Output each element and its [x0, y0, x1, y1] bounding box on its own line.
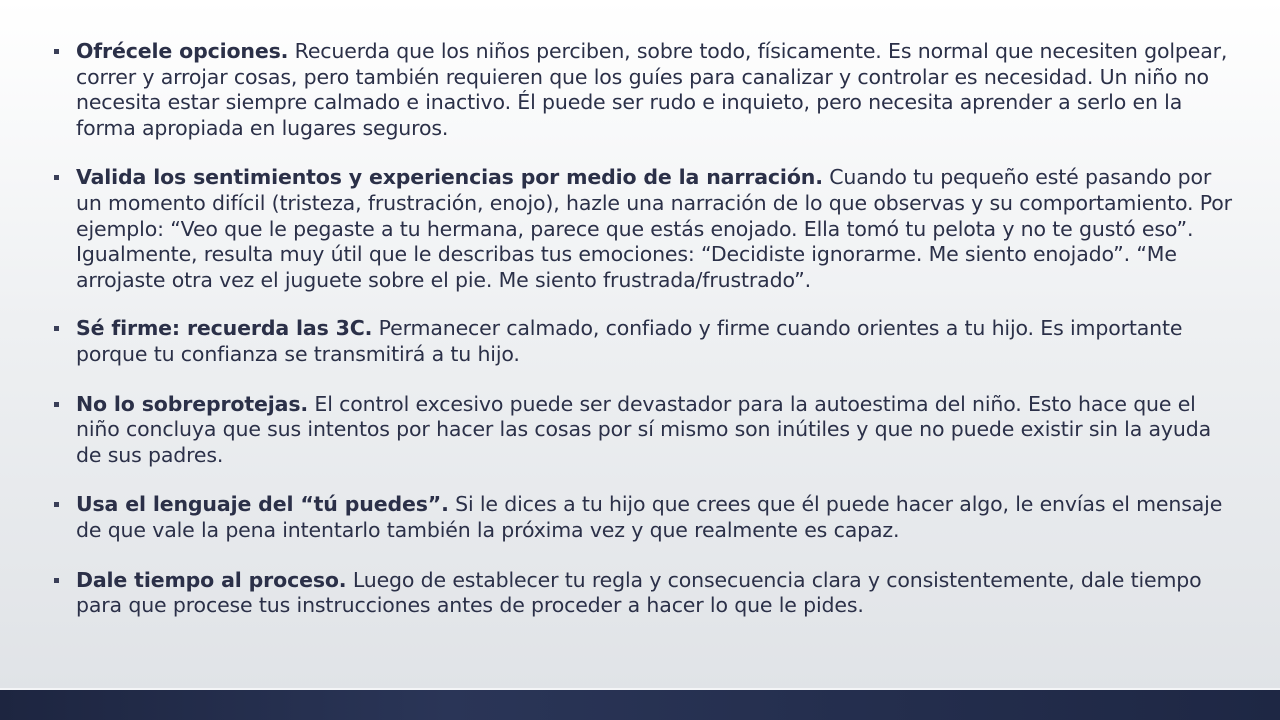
bullet-heading: Sé firme: recuerda las 3C. — [76, 316, 373, 341]
bullet-item-offer-options — [48, 39, 1238, 141]
square-bullet-icon — [54, 49, 59, 54]
bullet-heading: No lo sobreprotejas. — [76, 391, 309, 416]
bullet-text: Recuerda que los niños perciben, sobre todo, físicamente. Es normal que necesiten golpear, correr y arrojar cosas, pero también requieren que los guíes para canalizar y controlar es necesidad. Un niño no necesita estar siempre calmado e inactivo. Él puede ser rudo e inquieto, pero necesita aprender a serlo en la forma apropiada en lugares seguros. — [76, 39, 1228, 140]
bullet-item-be-firm — [48, 316, 1238, 367]
bullet-heading: Valida los sentimientos y experiencias por medio de la narración. — [76, 165, 823, 190]
bullet-heading: Dale tiempo al proceso. — [76, 567, 347, 592]
square-bullet-icon — [54, 326, 59, 331]
square-bullet-icon — [54, 578, 59, 583]
square-bullet-icon — [54, 175, 59, 180]
bullet-list — [48, 39, 1238, 643]
footer-bar — [0, 688, 1280, 720]
bullet-item-give-time — [48, 568, 1238, 619]
square-bullet-icon — [54, 502, 59, 507]
bullet-text: Si le dices a tu hijo que crees que él puede hacer algo, le envías el mensaje de que vale la pena intentarlo también la próxima vez y que realmente es capaz. — [76, 492, 1223, 542]
bullet-heading: Usa el lenguaje del “tú puedes”. — [76, 492, 449, 517]
bullet-item-you-can-language — [48, 492, 1238, 543]
bullet-text: El control excesivo puede ser devastador para la autoestima del niño. Esto hace que el niño concluya que sus intentos por hacer las cosas por sí mismo son inútiles y que no puede existir sin la ayuda de sus padres. — [76, 391, 1211, 467]
bullet-item-validate-feelings — [48, 165, 1238, 293]
square-bullet-icon — [54, 402, 59, 407]
bullet-text: Cuando tu pequeño esté pasando por un momento difícil (tristeza, frustración, enojo), hazle una narración de lo que observas y su comportamiento. Por ejemplo: “Veo que le pegaste a tu hermana, parece que estás enojado. Ella tomó tu pelota y no te gustó eso”. Igualmente, resulta muy útil que le describas tus emociones: “Decidiste ignorarme. Me siento enojado”. “Me arrojaste otra vez el juguete sobre el pie. Me siento frustrada/frustrado”. — [76, 165, 1232, 292]
bullet-text: Luego de establecer tu regla y consecuencia clara y consistentemente, dale tiempo para que procese tus instrucciones antes de proceder a hacer lo que le pides. — [76, 567, 1202, 618]
bullet-heading: Ofrécele opciones. — [76, 39, 289, 63]
bullet-text: Permanecer calmado, confiado y firme cuando orientes a tu hijo. Es importante porque tu confianza se transmitirá a tu hijo. — [76, 316, 1183, 366]
bullet-item-no-overprotection — [48, 392, 1238, 469]
